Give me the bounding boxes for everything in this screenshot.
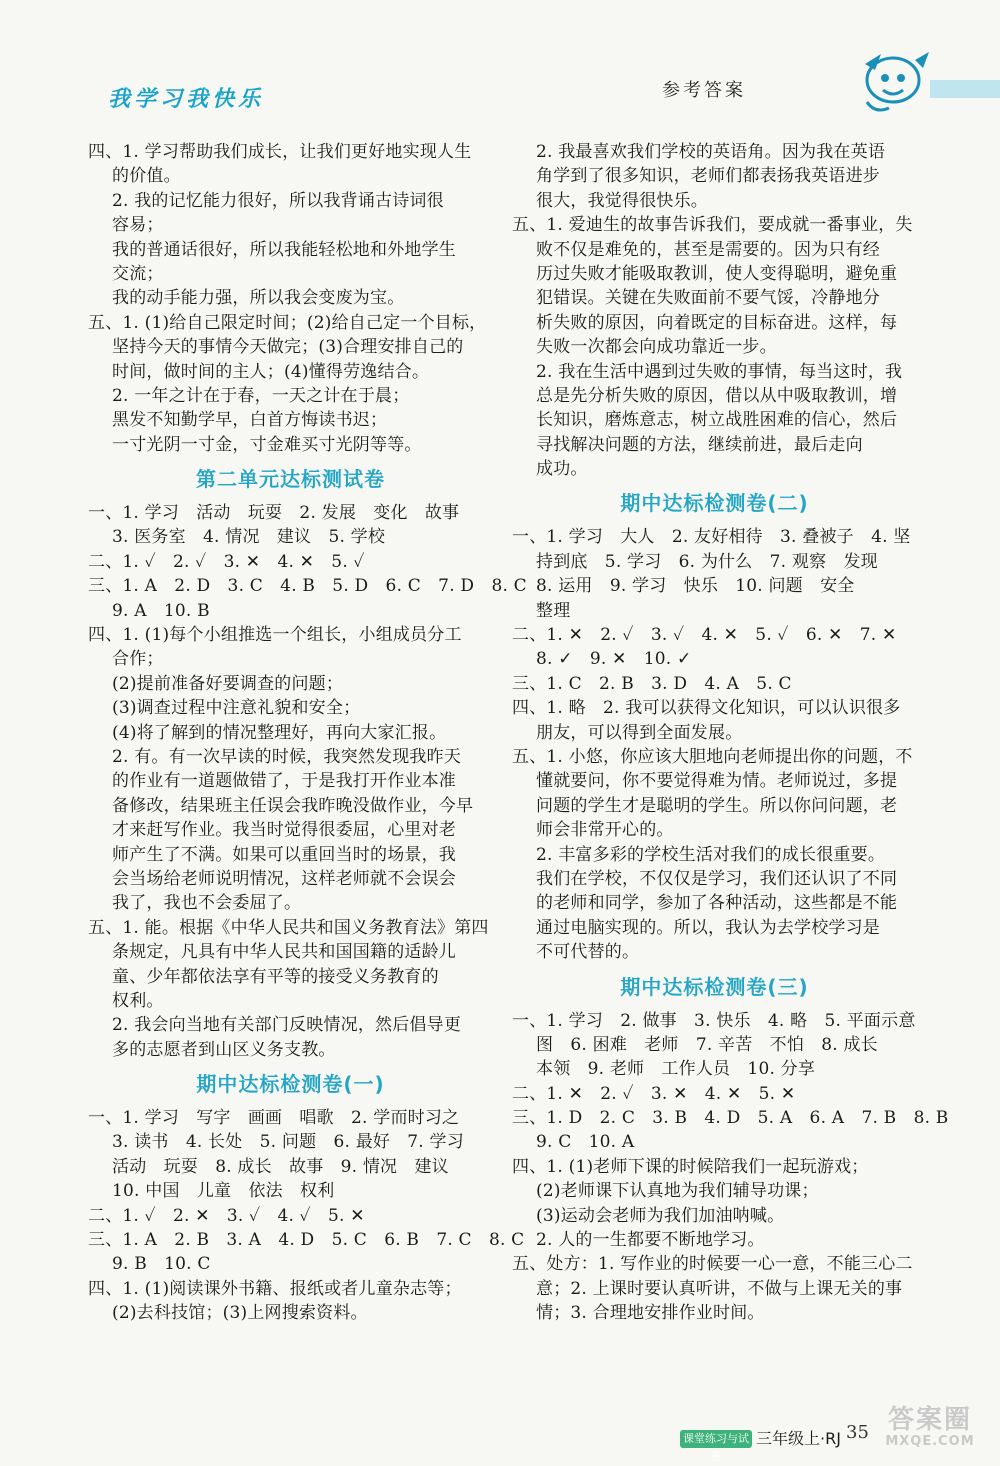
text-line: 二、1. ✕ 2. ✓ 3. ✓ 4. ✕ 5. ✓ 6. ✕ 7. ✕ xyxy=(512,625,897,646)
text-line: 9. A 10. B xyxy=(112,600,210,621)
text-line: 交流； xyxy=(112,263,164,284)
text-line: 合作； xyxy=(112,649,164,670)
text-line: 一、1. 学习 2. 做事 3. 快乐 4. 略 5. 平面示意 xyxy=(512,1010,916,1031)
grade-label: 三年级上·RJ xyxy=(756,1429,841,1448)
text-line: 失败一次都会向成功靠近一步。 xyxy=(536,337,777,358)
text-line: 整理 xyxy=(536,600,571,621)
text-line: 2. 我最喜欢我们学校的英语角。因为我在英语 xyxy=(536,142,886,162)
text-line: 三、1. A 2. B 3. A 4. D 5. C 6. B 7. C 8. C xyxy=(88,1230,525,1251)
text-line: 的价值。 xyxy=(112,166,181,187)
text-line: 四、1. (1)阅读课外书籍、报纸或者儿童杂志等； xyxy=(88,1278,462,1299)
text-line: 2. 有。有一次早读的时候，我突然发现我昨天 xyxy=(112,746,462,767)
watermark-url: MXQE.COM xyxy=(885,1434,975,1449)
page-footer xyxy=(0,1400,1000,1463)
text-line: (2)提前准备好要调查的问题； xyxy=(112,673,344,694)
text-line: (2)去科技馆；(3)上网搜索资料。 xyxy=(112,1303,368,1324)
section-unit2-answers xyxy=(88,501,527,1062)
section-midterm3-answers xyxy=(512,1009,949,1326)
text-line: 师产生了不满。如果可以重回当时的场景，我 xyxy=(112,844,456,865)
text-line: 我的动手能力强，所以我会变废为宝。 xyxy=(112,288,405,309)
text-line: 二、1. ✓ 2. ✕ 3. ✓ 4. ✓ 5. ✕ xyxy=(88,1205,365,1226)
text-line: 2. 人的一生都要不断地学习。 xyxy=(536,1230,765,1251)
text-line: 不可代替的。 xyxy=(536,942,640,963)
text-line: 三、1. A 2. D 3. C 4. B 5. D 6. C 7. D 8. C xyxy=(88,576,527,597)
text-line: 黑发不知勤学早，白首方悔读书迟； xyxy=(112,410,388,431)
section-title: 期中达标检测卷(一) xyxy=(196,1072,385,1097)
series-badge: 课堂练习与试卷 xyxy=(680,1430,752,1448)
text-line: 的老师和同学，参加了各种活动，这些都是不能 xyxy=(536,893,898,914)
left-column xyxy=(88,140,527,1326)
text-line: 师会非常开心的。 xyxy=(536,820,674,841)
text-line: 历过失败才能吸取教训，使人变得聪明，避免重 xyxy=(536,263,898,284)
header-stripe xyxy=(930,80,1000,98)
page-header xyxy=(0,0,1000,135)
text-line: 2. 我在生活中遇到过失败的事情，每当这时，我 xyxy=(536,361,903,382)
text-line: 童、少年都依法享有平等的接受义务教育的 xyxy=(112,966,439,987)
text-line: 问题的学生才是聪明的学生。所以你问问题，老 xyxy=(536,795,898,816)
section-title: 期中达标检测卷(三) xyxy=(620,974,809,999)
text-line: 意；2. 上课时要认真听讲，不做与上课无关的事 xyxy=(536,1278,903,1299)
text-line: 活动 玩耍 8. 成长 故事 9. 情况 建议 xyxy=(112,1156,449,1177)
watermark-text: 答案圈 xyxy=(887,1405,972,1435)
text-line: 二、1. ✓ 2. ✓ 3. ✕ 4. ✕ 5. ✓ xyxy=(88,551,365,572)
text-line: (3)调查过程中注意礼貌和安全； xyxy=(112,698,361,719)
text-line: 成功。 xyxy=(536,459,588,480)
text-line: 2. 一年之计在于春，一天之计在于晨； xyxy=(112,385,410,406)
text-line: 2. 我的记忆能力很好，所以我背诵古诗词很 xyxy=(112,190,444,211)
section-title: 期中达标检测卷(二) xyxy=(620,491,809,516)
text-line: 图 6. 困难 老师 7. 辛苦 不怕 8. 成长 xyxy=(536,1034,878,1055)
text-line: 二、1. ✕ 2. ✓ 3. ✕ 4. ✕ 5. ✕ xyxy=(512,1083,796,1104)
text-line: 本领 9. 老师 工作人员 10. 分享 xyxy=(536,1059,816,1080)
text-line: 五、处方：1. 写作业的时候要一心一意，不能三心二 xyxy=(512,1254,913,1275)
mascot-illustration-icon xyxy=(845,42,935,117)
text-line: 五、1. (1)给自己限定时间；(2)给自己定一个目标， xyxy=(88,312,487,333)
text-line: 四、1. (1)每个小组推选一个组长，小组成员分工 xyxy=(88,625,462,646)
text-line: 3. 读书 4. 长处 5. 问题 6. 最好 7. 学习 xyxy=(112,1132,464,1153)
text-line: 容易； xyxy=(112,215,164,236)
section-midterm1-answers xyxy=(88,1106,525,1326)
text-line: 坚持今天的事情今天做完；(3)合理安排自己的 xyxy=(112,337,464,358)
text-line: 角学到了很多知识，老师们都表扬我英语进步 xyxy=(536,166,880,187)
text-line: 四、1. (1)老师下课的时候陪我们一起玩游戏； xyxy=(512,1156,869,1177)
text-line: 10. 中国 儿童 依法 权利 xyxy=(112,1181,335,1202)
text-line: 会当场给老师说明情况，这样老师就不会误会 xyxy=(112,868,456,889)
text-line: 2. 我会向当地有关部门反映情况，然后倡导更 xyxy=(112,1015,462,1036)
text-line: 持到底 5. 学习 6. 为什么 7. 观察 发现 xyxy=(536,551,878,572)
left-intro-block xyxy=(88,140,493,457)
text-line: 五、1. 爱迪生的故事告诉我们，要成就一番事业，失 xyxy=(512,215,913,236)
text-line: 朋友，可以得到全面发展。 xyxy=(536,722,743,743)
text-line: 一、1. 学习 大人 2. 友好相待 3. 叠被子 4. 坚 xyxy=(512,527,911,548)
text-line: 我了，我也不会委屈了。 xyxy=(112,893,302,914)
text-line: 才来赶写作业。我当时觉得很委屈，心里对老 xyxy=(112,820,456,841)
header-label: 参考答案 xyxy=(662,80,746,101)
text-line: 长知识，磨炼意志，树立战胜困难的信心，然后 xyxy=(536,410,898,431)
text-line: 三、1. D 2. C 3. B 4. D 5. A 6. A 7. B 8. B xyxy=(512,1108,949,1129)
watermark-logo xyxy=(868,1406,992,1452)
section-midterm2-answers xyxy=(512,525,917,964)
text-line: 寻找解决问题的方法，继续前进，最后走向 xyxy=(536,434,863,455)
text-line: 的作业有一道题做错了，于是我打开作业本准 xyxy=(112,771,456,792)
text-line: 一、1. 学习 写字 画画 唱歌 2. 学而时习之 xyxy=(88,1108,460,1129)
text-line: 懂就要问，你不要觉得难为情。老师说过，多提 xyxy=(536,771,898,792)
text-line: 9. B 10. C xyxy=(112,1254,211,1275)
text-line: 五、1. 小悠，你应该大胆地向老师提出你的问题，不 xyxy=(512,746,913,767)
page-number: 35 xyxy=(846,1422,869,1443)
text-line: 3. 医务室 4. 情况 建议 5. 学校 xyxy=(112,527,386,548)
text-line: 多的志愿者到山区义务支教。 xyxy=(112,1039,336,1060)
header-title: 我学习我快乐 xyxy=(108,87,265,112)
right-column xyxy=(512,140,949,1326)
text-line: (4)将了解到的情况整理好，再向大家汇报。 xyxy=(112,722,447,743)
text-line: (3)运动会老师为我们加油呐喊。 xyxy=(536,1205,785,1226)
text-line: 2. 丰富多彩的学校生活对我们的成长很重要。 xyxy=(536,844,886,865)
text-line: 条规定，凡具有中华人民共和国国籍的适龄儿 xyxy=(112,942,456,963)
text-line: 犯错误。关键在失败面前不要气馁，冷静地分 xyxy=(536,288,880,309)
text-line: 9. C 10. A xyxy=(536,1132,635,1153)
text-line: 总是先分析失败的原因，借以从中吸取教训，增 xyxy=(536,385,898,406)
text-line: 时间，做时间的主人；(4)懂得劳逸结合。 xyxy=(112,361,430,382)
text-line: 通过电脑实现的。所以，我认为去学校学习是 xyxy=(536,917,880,938)
text-line: 四、1. 略 2. 我可以获得文化知识，可以认识很多 xyxy=(512,698,901,719)
text-line: (2)老师课下认真地为我们辅导功课； xyxy=(536,1181,819,1202)
text-line: 8. ✓ 9. ✕ 10. ✓ xyxy=(536,649,692,670)
text-line: 8. 运用 9. 学习 快乐 10. 问题 安全 xyxy=(536,576,855,597)
text-line: 析失败的原因，向着既定的目标奋进。这样，每 xyxy=(536,312,898,333)
text-line: 败不仅是难免的，甚至是需要的。因为只有经 xyxy=(536,239,880,260)
text-line: 一、1. 学习 活动 玩耍 2. 发展 变化 故事 xyxy=(88,503,460,524)
text-line: 三、1. C 2. B 3. D 4. A 5. C xyxy=(512,673,792,694)
text-line: 权利。 xyxy=(112,990,164,1011)
right-intro-block xyxy=(512,140,917,481)
text-line: 四、1. 学习帮助我们成长，让我们更好地实现人生 xyxy=(88,142,472,162)
section-title: 第二单元达标测试卷 xyxy=(196,467,385,492)
text-line: 很大，我觉得很快乐。 xyxy=(536,190,708,211)
text-line: 备修改，结果班主任误会我昨晚没做作业，今早 xyxy=(112,795,474,816)
text-line: 五、1. 能。根据《中华人民共和国义务教育法》第四 xyxy=(88,917,489,938)
text-line: 我们在学校，不仅仅是学习，我们还认识了不同 xyxy=(536,868,898,889)
text-line: 情；3. 合理地安排作业时间。 xyxy=(536,1303,765,1324)
text-line: 我的普通话很好，所以我能轻松地和外地学生 xyxy=(112,239,456,260)
text-line: 一寸光阴一寸金，寸金难买寸光阴等等。 xyxy=(112,434,422,455)
